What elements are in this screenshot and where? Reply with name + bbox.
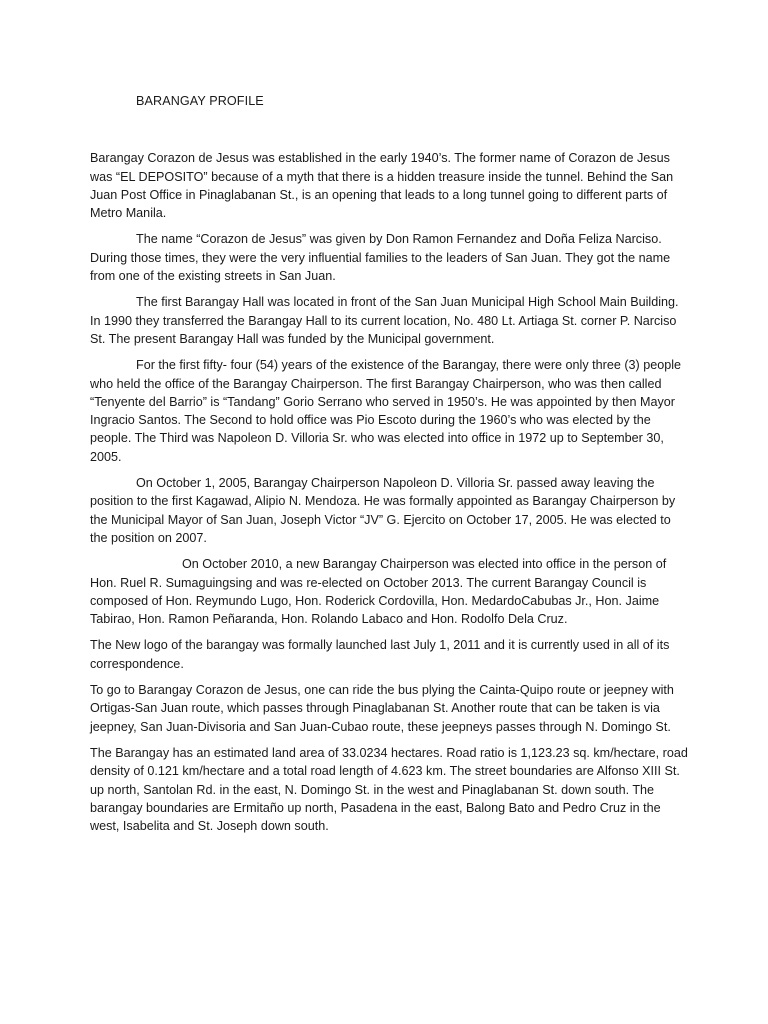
document-page xyxy=(90,92,688,843)
paragraph-chairpersons-history: For the first fifty- four (54) years of the existence of the Barangay, there were only three (3) people who held the office of the Barangay Chairperson. The first Barangay Chairperson, who was then called “Tenyente del Barrio” is “Tandang” Gorio Serrano who served in 1950’s. He was appointed by then Mayor Ingracio Santos. The Second to hold office was Pio Escoto during the 1960’s who was elected by the people. The Third was Napoleon D. Villoria Sr. who was elected into office in 1972 up to September 30, 2005. xyxy=(90,358,682,464)
paragraph-transport-routes: To go to Barangay Corazon de Jesus, one can ride the bus plying the Cainta-Quipo route or jeepney with Ortigas-San Juan route, which passes through Pinaglabanan St. Another route that can be taken is via jeepney, San Juan-Divisoria and San Juan-Cubao route, these jeepneys passes through N. Domingo St. xyxy=(90,683,674,734)
paragraph-land-area-boundaries: The Barangay has an estimated land area of 33.0234 hectares. Road ratio is 1,123.23 sq. km/hectare, road density of 0.121 km/hectare and a total road length of 4.623 km. The street boundaries are Alfonso XIII St. up north, Santolan Rd. in the east, N. Domingo St. in the west and Pinaglabanan St. down south. The barangay boundaries are Ermitaño up north, Pasadena in the east, Balong Bato and Pedro Cruz in the west, Isabelita and St. Joseph down south. xyxy=(90,745,688,834)
paragraph-barangay-hall: The first Barangay Hall was located in front of the San Juan Municipal High School Main Building. In 1990 they transferred the Barangay Hall to its current location, No. 480 Lt. Artiaga St. corner P. Narciso St. The present Barangay Hall was funded by the Municipal government. xyxy=(90,295,679,346)
paragraph-succession-2005: On October 1, 2005, Barangay Chairperson Napoleon D. Villoria Sr. passed away leaving the position to the first Kagawad, Alipio N. Mendoza. He was formally appointed as Barangay Chairperson by the Municipal Mayor of San Juan, Joseph Victor “JV” G. Ejercito on October 17, 2005. He was elected to the position on 2007. xyxy=(90,476,676,545)
paragraph-current-council: On October 2010, a new Barangay Chairperson was elected into office in the person of Hon. Ruel R. Sumaguingsing and was re-elected on October 2013. The current Barangay Council is composed of Hon. Reymundo Lugo, Hon. Roderick Cordovilla, Hon. MedardoCabubas Jr., Hon. Jaime Tabirao, Hon. Ramon Peñaranda, Hon. Rolando Labaco and Hon. Rodolfo Dela Cruz. xyxy=(90,557,667,627)
paragraph-history-origin: Barangay Corazon de Jesus was established in the early 1940’s. The former name of Corazon de Jesus was “EL DEPOSITO” because of a myth that there is a hidden treasure inside the tunnel. Behind the San Juan Post Office in Pinaglabanan St., is an opening that leads to a long tunnel going to different parts of Metro Manila. xyxy=(90,151,674,221)
paragraph-name-origin: The name “Corazon de Jesus” was given by Don Ramon Fernandez and Doña Feliza Narciso. During those times, they were the very influential families to the leaders of San Juan. They got the name from one of the existing streets in San Juan. xyxy=(90,232,671,284)
document-heading: BARANGAY PROFILE xyxy=(136,94,264,108)
paragraph-new-logo: The New logo of the barangay was formally launched last July 1, 2011 and it is currently used in all of its correspondence. xyxy=(90,638,670,671)
